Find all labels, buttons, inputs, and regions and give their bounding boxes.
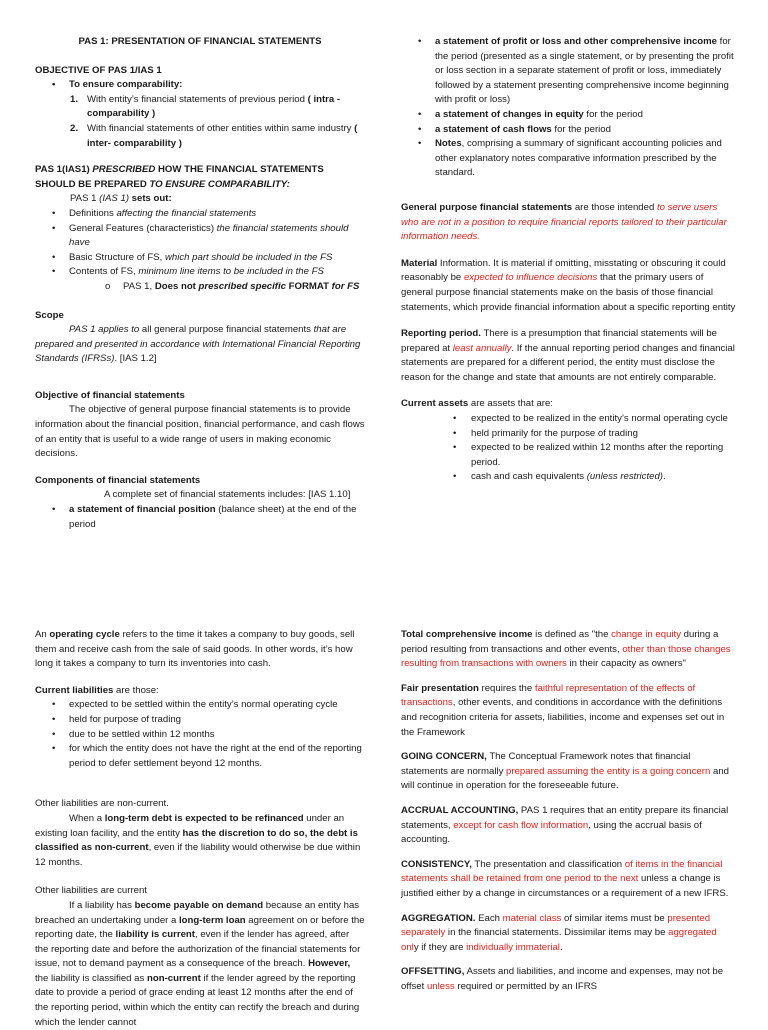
sets-out-subitem: o PAS 1, Does not prescribed specific FORMAT for FS [35,280,365,295]
current-liability-item: • expected to be settled within the entity’s normal operating cycle [35,698,365,713]
sets-out-item: • Definitions affecting the financial statements [35,207,365,222]
sets-out-item: • Basic Structure of FS, which part should be included in the FS [35,251,365,266]
component-item: • Notes, comprising a summary of significant accounting policies and other explanatory notes comparative information prescribed by the standard. [401,137,736,181]
prescribed-heading: PAS 1(IAS1) PRESCRIBED HOW THE FINANCIAL STATEMENTS SHOULD BE PREPARED TO ENSURE COMPARABILITY: [35,164,324,190]
sets-out-item: • General Features (characteristics) the financial statements should have [35,222,365,251]
current-asset-item: • expected to be realized in the entity’s normal operating cycle [401,412,736,427]
current-heading: Other liabilities are current [35,885,147,897]
page-1-right-column [401,35,736,485]
non-current-heading: Other liabilities are non-current. [35,798,169,810]
current-liability-item: • for which the entity does not have the right at the end of the reporting period to defer settlement beyond 12 months. [35,742,365,771]
comparability-item-2: 2. With financial statements of other entities within same industry ( inter- comparability ) [70,122,358,149]
page-gap [0,582,768,612]
comparability-item-1: 1. With entity’s financial statements of previous period ( intra - comparability ) [70,93,341,120]
sets-out-item: • Contents of FS, minimum line items to be included in the FS [35,265,365,280]
objective-heading: OBJECTIVE OF PAS 1/IAS 1 [35,64,162,76]
component-item: • a statement of changes in equity for the period [401,108,736,123]
current-liability-item: • due to be settled within 12 months [35,728,365,743]
total-comprehensive-income-paragraph: Total comprehensive income is defined as "the change in equity during a period resulting from transactions and other events, other than those changes resulting from transactions with owners in their capacity as owners" [401,629,731,670]
objective-fs-heading: Objective of financial statements [35,389,185,401]
ensure-comparability-item: • To ensure comparability: [35,78,365,93]
operating-cycle-paragraph: An operating cycle refers to the time it takes a company to buy goods, sell them and receive cash from the sale of said goods. In other words, it’s how long it takes a company to turn its inventories into cash. [35,629,355,670]
component-item: • a statement of cash flows for the period [401,123,736,138]
general-purpose-paragraph: General purpose financial statements are those intended to serve users who are not in a position to require financial reports tailored to their particular information needs. [401,201,727,243]
page-1-left-column [35,35,365,532]
scope-paragraph: PAS 1 applies to all general purpose financial statements that are prepared and presented in accordance with International Financial Reporting Standards (IFRSs). [IAS 1.2] [35,324,361,365]
consistency-paragraph: CONSISTENCY, The presentation and classification of items in the financial statements shall be retained from one period to the next unless a change is justified either by a change in circumstances or a requirement of a new IFRS. [401,858,729,899]
current-asset-item: • held primarily for the purpose of trading [401,427,736,442]
objective-list [35,78,365,93]
sets-out-line: PAS 1 (IAS 1) sets out: [70,193,172,205]
components-list-continued [401,35,736,181]
current-assets-heading: Current assets are assets that are: [401,398,553,410]
current-liabilities-heading: Current liabilities are those: [35,684,159,696]
reporting-period-paragraph: Reporting period. There is a presumption that financial statements will be prepared at least annually. If the annual reporting period changes and financial statements are prepared for a different period, the entity must disclose the reason for the change and state that amounts are not entirely comparable. [401,328,735,383]
sets-out-list [35,207,365,295]
page-2 [0,612,768,1028]
current-liability-item: • held for purpose of trading [35,713,365,728]
accrual-accounting-paragraph: ACCRUAL ACCOUNTING, PAS 1 requires that an entity prepare its financial statements, except for cash flow information, using the accrual basis of accounting. [401,804,729,846]
current-asset-item: • cash and cash equivalents (unless restricted). [401,470,736,485]
page-2-right-column [401,628,736,994]
material-paragraph: Material Information. It is material if omitting, misstating or obscuring it could reasonably be expected to influence decisions that the primary users of general purpose financial statements make on the basis of those financial statements, which provide financial information about a specific reporting entity [401,257,736,313]
going-concern-paragraph: GOING CONCERN, The Conceptual Framework notes that financial statements are normally prepared assuming the entity is a going concern and will continue in operation for the foreseeable future. [401,751,729,792]
page-2-left-column [35,628,365,1030]
current-paragraph: If a liability has become payable on demand because an entity has breached an undertaking under a long-term loan agreement on or before the reporting date, the liability is current, even if the lender has agreed, after the reporting date and before the authorization of the financial statements for issue, not to demand payment as a consequence of the breach. However, the liability is classified as non-current if the lender agreed by the reporting date to provide a period of grace ending at least 12 months after the end of the reporting period, within which the entity can rectify the breach and during which the lender cannot [35,899,365,1028]
non-current-paragraph: When a long-term debt is expected to be refinanced under an existing loan facility, and the entity has the discretion to do so, the debt is classified as non-current, even if the liability would otherwise be due within 12 months. [35,812,361,868]
offsetting-paragraph: OFFSETTING, Assets and liabilities, and income and expenses, may not be offset unless required or permitted by an IFRS [401,966,724,992]
objective-fs-paragraph: The objective of general purpose financial statements is to provide information about the financial position, financial performance, and cash flows of an entity that is useful to a wide range of users in making economic decisions. [35,404,365,460]
scope-heading: Scope [35,309,64,321]
components-heading: Components of financial statements [35,474,201,486]
current-assets-list [401,412,736,485]
components-paragraph: A complete set of financial statements includes: [IAS 1.10] [104,489,351,501]
component-item: • a statement of financial position (balance sheet) at the end of the period [35,503,365,532]
aggregation-paragraph: AGGREGATION. Each material class of similar items must be presented separately in the financial statements. Dissimilar items may be aggregated only if they are individually immaterial. [401,912,717,953]
document-title: PAS 1: PRESENTATION OF FINANCIAL STATEMENTS [78,36,322,47]
comparability-list [35,93,365,151]
fair-presentation-paragraph: Fair presentation requires the faithful representation of the effects of transactions, other events, and conditions in accordance with the definitions and recognition criteria for assets, liabilities, income and expenses set out in the Framework [401,682,725,738]
components-list [35,503,365,532]
current-liabilities-list [35,698,365,771]
component-item: • a statement of profit or loss and other comprehensive income for the period (presented as a single statement, or by presenting the profit or loss section in a separate statement of profit or loss, immediately followed by a statement presenting comprehensive income beginning with profit or loss) [401,35,736,108]
current-asset-item: • expected to be realized within 12 months after the reporting period. [401,441,736,470]
